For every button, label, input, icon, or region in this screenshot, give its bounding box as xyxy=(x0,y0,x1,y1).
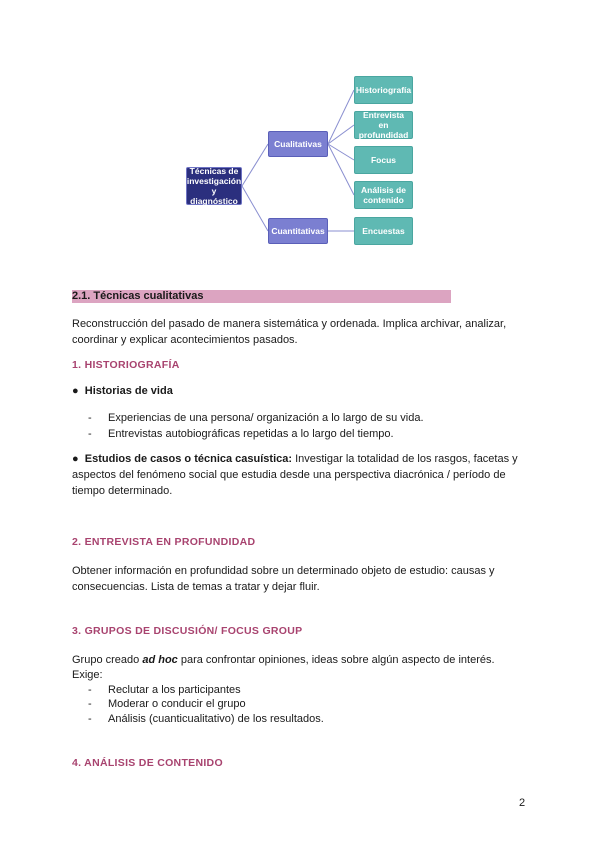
historias-title: Historias de vida xyxy=(84,385,173,397)
estudios-de-casos xyxy=(72,451,532,499)
section-title: 2.1. Técnicas cualitativas xyxy=(72,290,204,302)
diagram-node-focus xyxy=(354,146,413,174)
leaf-label: Encuestas xyxy=(362,226,405,236)
diagram-node-encuestas xyxy=(354,217,413,245)
bullet-icon: ● xyxy=(72,453,79,465)
diagram-root-node xyxy=(186,167,242,205)
list-item xyxy=(88,712,324,727)
dash-marker: - xyxy=(88,713,92,725)
diagram-node-cuantitativas xyxy=(268,218,328,244)
diagram-node-cualitativas xyxy=(268,131,328,157)
grupos-text xyxy=(72,652,532,668)
leaf-label: Análisis de contenido xyxy=(361,185,406,205)
heading-historiografia: 1. HISTORIOGRAFÍA xyxy=(72,359,180,371)
leaf-label: Historiografía xyxy=(355,85,412,95)
bullet-icon: ● xyxy=(72,385,79,397)
historias-de-vida xyxy=(72,385,173,397)
dash-marker: - xyxy=(88,428,92,440)
section-intro: Reconstrucción del pasado de manera sistemática y ordenada. Implica archivar, analizar, coordinar y explicar acontecimientos pasados. xyxy=(72,318,507,346)
grupos-exige: Exige: xyxy=(72,669,103,681)
connector-entrevista xyxy=(328,125,354,144)
diagram-node-historiografia xyxy=(354,76,413,104)
dash-marker: - xyxy=(88,698,92,710)
leaf-label: Entrevista en profundidad xyxy=(358,110,409,140)
dash-marker: - xyxy=(88,684,92,696)
heading-grupos: 3. GRUPOS DE DISCUSIÓN/ FOCUS GROUP xyxy=(72,625,303,637)
list-item xyxy=(88,683,241,698)
list-item-text: Análisis (cuanticualitativo) de los resultados. xyxy=(108,713,324,725)
root-label: Técnicas de investigación y diagnóstico xyxy=(186,166,242,206)
casos-title: Estudios de casos o técnica casuística: xyxy=(84,453,293,465)
list-item xyxy=(88,427,394,442)
list-item-text: Experiencias de una persona/ organización a lo largo de su vida. xyxy=(108,412,424,424)
grupos-emph: ad hoc xyxy=(142,654,178,666)
cualitativas-label: Cualitativas xyxy=(274,139,322,149)
list-item xyxy=(88,697,246,712)
heading-entrevista: 2. ENTREVISTA EN PROFUNDIDAD xyxy=(72,536,256,548)
dash-marker: - xyxy=(88,412,92,424)
leaf-label: Focus xyxy=(370,155,397,165)
cuantitativas-label: Cuantitativas xyxy=(271,226,325,236)
list-item xyxy=(88,411,424,426)
techniques-diagram xyxy=(0,0,600,280)
connector-historiografia xyxy=(328,90,354,144)
list-item-text: Entrevistas autobiográficas repetidas a lo largo del tiempo. xyxy=(108,428,394,440)
entrevista-text: Obtener información en profundidad sobre un determinado objeto de estudio: causas y consecuencias. Lista de temas a tratar y dejar fluir. xyxy=(72,565,495,593)
grupos-post: para confrontar opiniones, ideas sobre algún aspecto de interés. xyxy=(177,654,495,666)
connector-root-cualitativas xyxy=(242,144,268,186)
grupos-pre: Grupo creado xyxy=(72,654,143,666)
list-item-text: Reclutar a los participantes xyxy=(108,684,241,696)
list-item-text: Moderar o conducir el grupo xyxy=(108,698,246,710)
heading-analisis: 4. ANÁLISIS DE CONTENIDO xyxy=(72,757,223,769)
connector-root-cuantitativas xyxy=(242,186,268,231)
page-number: 2 xyxy=(519,797,526,809)
diagram-node-entrevista xyxy=(354,111,413,139)
diagram-node-analisis xyxy=(354,181,413,209)
casos-text: Investigar la totalidad de los rasgos, facetas y aspectos del fenómeno social que estudia desde una perspectiva diacrónica / período de tiempo determinado. xyxy=(72,453,518,497)
